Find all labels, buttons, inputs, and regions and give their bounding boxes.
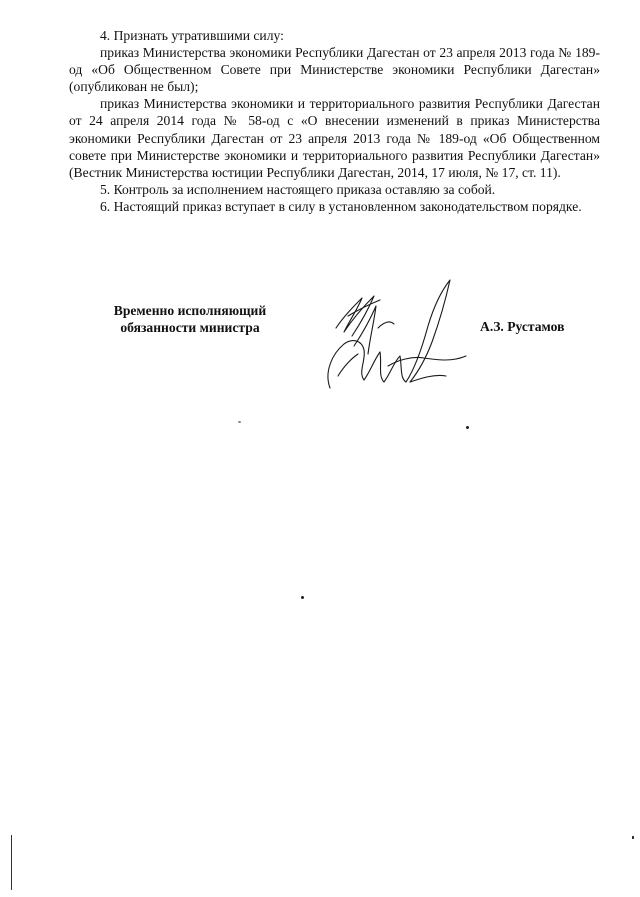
signatory-title-line-1: Временно исполняющий <box>113 303 267 318</box>
scan-speck <box>238 421 241 423</box>
paragraph-repealed-order-1: приказ Министерства экономики Республики Дагестан от 23 апреля 2013 года № 189-од «Об Общественном Совете при Министерстве экономики Республики Дагестан» (опубликован не был); <box>69 45 600 95</box>
scan-speck <box>466 426 469 429</box>
paragraph-item-6: 6. Настоящий приказ вступает в силу в установленном законодательством порядке. <box>100 198 582 214</box>
paragraph-item-5: 5. Контроль за исполнением настоящего приказа оставляю за собой. <box>100 181 496 197</box>
paragraph-item-4: 4. Признать утратившими силу: <box>100 28 284 43</box>
signatory-title-line-2: обязанности министра <box>120 320 260 335</box>
scan-edge-mark <box>11 835 12 890</box>
signatory-title <box>95 302 285 336</box>
scan-edge-mark <box>632 836 634 839</box>
handwritten-signature <box>318 276 478 400</box>
document-body <box>69 27 600 215</box>
signatory-name: А.З. Рустамов <box>480 319 565 334</box>
scan-speck <box>301 596 304 599</box>
paragraph-repealed-order-2: приказ Министерства экономики и территориального развития Республики Дагестан от 24 апреля 2014 года № 58-од с «О внесении изменений в приказ Министерства экономики Республики Дагестан от 23 апреля 2013 года № 189-од «Об Общественном совете при Министерстве экономики и территориального развития Республики Дагестан» (Вестник Министерства юстиции Республики Дагестан, 2014, 17 июля, № 17, ст. 11). <box>69 96 600 180</box>
